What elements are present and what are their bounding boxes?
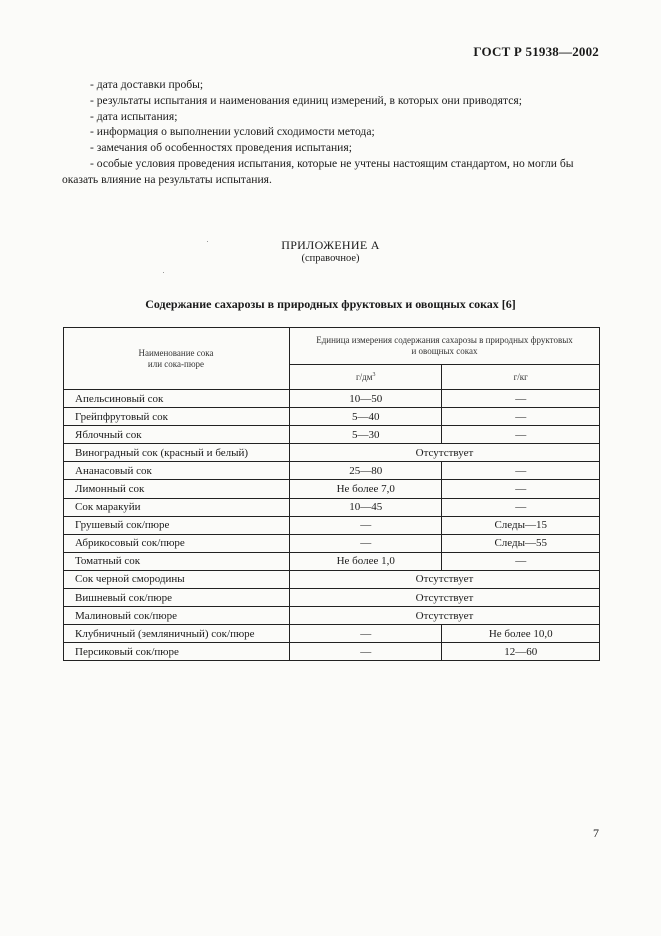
scan-speck <box>207 241 208 242</box>
table-row <box>64 552 600 570</box>
table-row <box>64 516 600 534</box>
appendix-subtitle: (справочное) <box>301 253 360 264</box>
list-item: - дата доставки пробы; <box>90 78 204 91</box>
cell-juice-name: Апельсиновый сок <box>64 390 290 408</box>
cell-juice-name: Лимонный сок <box>64 480 290 498</box>
table-row <box>64 444 600 462</box>
header-unit-group-text: Единица измерения содержания сахарозы в природных фруктовых и овощных соках <box>316 335 573 356</box>
appendix-title: ПРИЛОЖЕНИЕ А <box>281 238 380 252</box>
cell-merged-value: Отсутствует <box>289 444 599 462</box>
table-caption: Содержание сахарозы в природных фруктовых и овощных соках [6] <box>145 297 516 311</box>
cell-g-kg: — <box>442 480 600 498</box>
cell-juice-name: Малиновый сок/пюре <box>64 607 290 625</box>
column-header-g-dm3 <box>289 365 442 390</box>
cell-g-kg: — <box>442 462 600 480</box>
table-row <box>64 589 600 607</box>
cell-juice-name: Грушевый сок/пюре <box>64 516 290 534</box>
cell-g-dm3: 5—40 <box>289 408 442 426</box>
list-item: - особые условия проведения испытания, которые не учтены настоящим стандартом, но могли бы оказать влияние на результаты испытания. <box>62 156 574 186</box>
table-row <box>64 462 600 480</box>
table-row <box>64 426 600 444</box>
cell-merged-value: Отсутствует <box>289 607 599 625</box>
table-row <box>64 390 600 408</box>
cell-g-dm3: 10—50 <box>289 390 442 408</box>
cell-juice-name: Вишневый сок/пюре <box>64 589 290 607</box>
cell-merged-value: Отсутствует <box>289 589 599 607</box>
column-header-g-kg: г/кг <box>442 365 600 390</box>
table-row <box>64 570 600 588</box>
cell-merged-value: Отсутствует <box>289 570 599 588</box>
scan-speck <box>163 272 164 273</box>
cell-juice-name: Абрикосовый сок/пюре <box>64 534 290 552</box>
header-name-text: Наименование сока или сока-пюре <box>138 347 214 369</box>
cell-g-kg: — <box>442 498 600 516</box>
cell-g-kg: — <box>442 390 600 408</box>
cell-g-dm3: 10—45 <box>289 498 442 516</box>
cell-g-dm3: — <box>289 534 442 552</box>
cell-g-kg: Следы—55 <box>442 534 600 552</box>
cell-juice-name: Ананасовый сок <box>64 462 290 480</box>
cell-g-dm3: — <box>289 643 442 661</box>
appendix-heading <box>0 238 661 264</box>
cell-juice-name: Грейпфрутовый сок <box>64 408 290 426</box>
cell-g-dm3: Не более 7,0 <box>289 480 442 498</box>
list-item: - дата испытания; <box>90 109 178 123</box>
cell-g-dm3: 5—30 <box>289 426 442 444</box>
page-number: 7 <box>593 826 599 840</box>
cell-g-kg: Следы—15 <box>442 516 600 534</box>
column-header-name <box>64 328 290 390</box>
cell-juice-name: Персиковый сок/пюре <box>64 643 290 661</box>
table-row <box>64 643 600 661</box>
table-row <box>64 625 600 643</box>
cell-g-dm3: — <box>289 516 442 534</box>
list-item: - информация о выполнении условий сходимости метода; <box>90 125 375 139</box>
cell-juice-name: Виноградный сок (красный и белый) <box>64 444 290 462</box>
table-row <box>64 480 600 498</box>
cell-juice-name: Сок маракуйи <box>64 498 290 516</box>
table-row <box>64 534 600 552</box>
list-item: - результаты испытания и наименования единиц измерений, в которых они приводятся; <box>90 93 522 107</box>
cell-g-dm3: — <box>289 625 442 643</box>
header-col1-sup: 3 <box>372 372 376 378</box>
cell-juice-name: Томатный сок <box>64 552 290 570</box>
list-item: - замечания об особенностях проведения испытания; <box>90 141 352 155</box>
table-row <box>64 408 600 426</box>
cell-g-kg: — <box>442 408 600 426</box>
table-row <box>64 607 600 625</box>
cell-g-kg: — <box>442 426 600 444</box>
cell-juice-name: Сок черной смородины <box>64 570 290 588</box>
column-header-unit-group <box>289 328 599 365</box>
table-row <box>64 498 600 516</box>
cell-g-kg: — <box>442 552 600 570</box>
cell-g-kg: 12—60 <box>442 643 600 661</box>
report-requirements-list <box>62 77 602 188</box>
header-col1-text: г/дм <box>355 372 373 382</box>
cell-g-dm3: Не более 1,0 <box>289 552 442 570</box>
sucrose-content-table <box>63 327 600 661</box>
cell-g-kg: Не более 10,0 <box>442 625 600 643</box>
standard-designation: ГОСТ Р 51938—2002 <box>473 44 599 59</box>
cell-g-dm3: 25—80 <box>289 462 442 480</box>
cell-juice-name: Клубничный (земляничный) сок/пюре <box>64 625 290 643</box>
cell-juice-name: Яблочный сок <box>64 426 290 444</box>
